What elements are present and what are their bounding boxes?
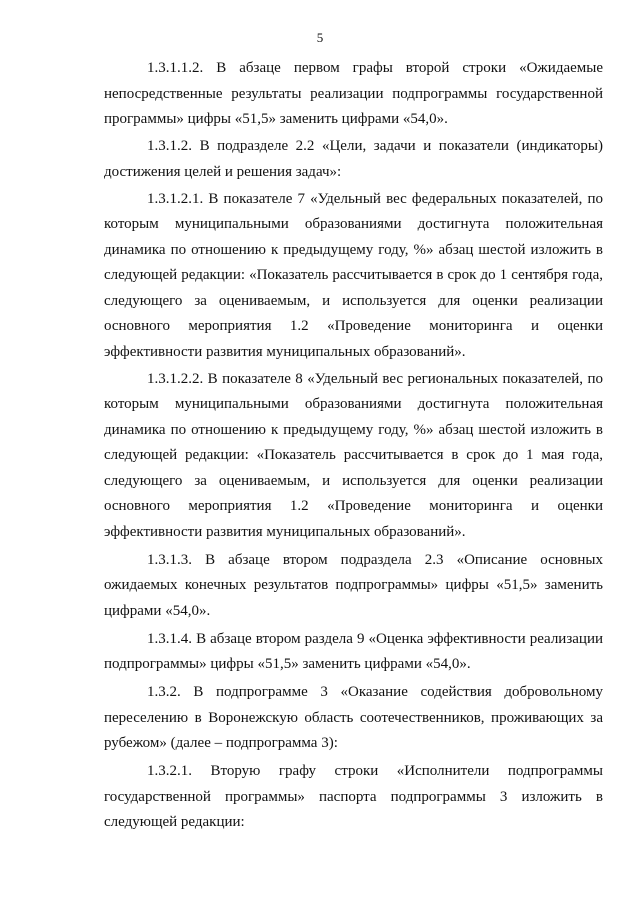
page-number: 5 [316, 30, 324, 45]
document-body [104, 56, 603, 836]
paragraph-1-3-1-3: 1.3.1.3. В абзаце втором подраздела 2.3 «Описание основных ожидаемых конечных результатов подпрограммы» цифры «51,5» заменить цифрами «54,0». [104, 551, 603, 619]
paragraph-1-3-1-2: 1.3.1.2. В подразделе 2.2 «Цели, задачи и показатели (индикаторы) достижения целей и решения задач»: [104, 138, 603, 180]
paragraph-1-3-1-2-2: 1.3.1.2.2. В показателе 8 «Удельный вес региональных показателей, по которым муниципальными образованиями достигнута положительная динамика по отношению к предыдущему году, %» абзац шестой изложить в следующей редакции: «Показатель рассчитывается в срок до 1 мая года, следующего за оцениваемым, и используется для оценки реализации основного мероприятия 1.2 «Проведение мониторинга и оценки эффективности развития муниципальных образований». [104, 370, 603, 540]
paragraph-1-3-2: 1.3.2. В подпрограмме 3 «Оказание содействия добровольному переселению в Воронежскую область соотечественников, проживающих за рубежом» (далее – подпрограмма 3): [104, 684, 603, 751]
paragraph-1-3-1-1-2: 1.3.1.1.2. В абзаце первом графы второй строки «Ожидаемые непосредственные результаты реализации подпрограммы государственной программы» цифры «51,5» заменить цифрами «54,0». [104, 60, 603, 127]
paragraph-1-3-2-1: 1.3.2.1. Вторую графу строки «Исполнители подпрограммы государственной программы» паспорта подпрограммы 3 изложить в следующей редакции: [104, 763, 603, 830]
paragraph-1-3-1-4: 1.3.1.4. В абзаце втором раздела 9 «Оценка эффективности реализации подпрограммы» цифры «51,5» заменить цифрами «54,0». [104, 630, 603, 672]
paragraph-1-3-1-2-1: 1.3.1.2.1. В показателе 7 «Удельный вес федеральных показателей, по которым муниципальными образованиями достигнута положительная динамика по отношению к предыдущему году, %» абзац шестой изложить в следующей редакции: «Показатель рассчитывается в срок до 1 сентября года, следующего за оцениваемым, и используется для оценки реализации основного мероприятия 1.2 «Проведение мониторинга и оценки эффективности развития муниципальных образований». [104, 190, 603, 360]
